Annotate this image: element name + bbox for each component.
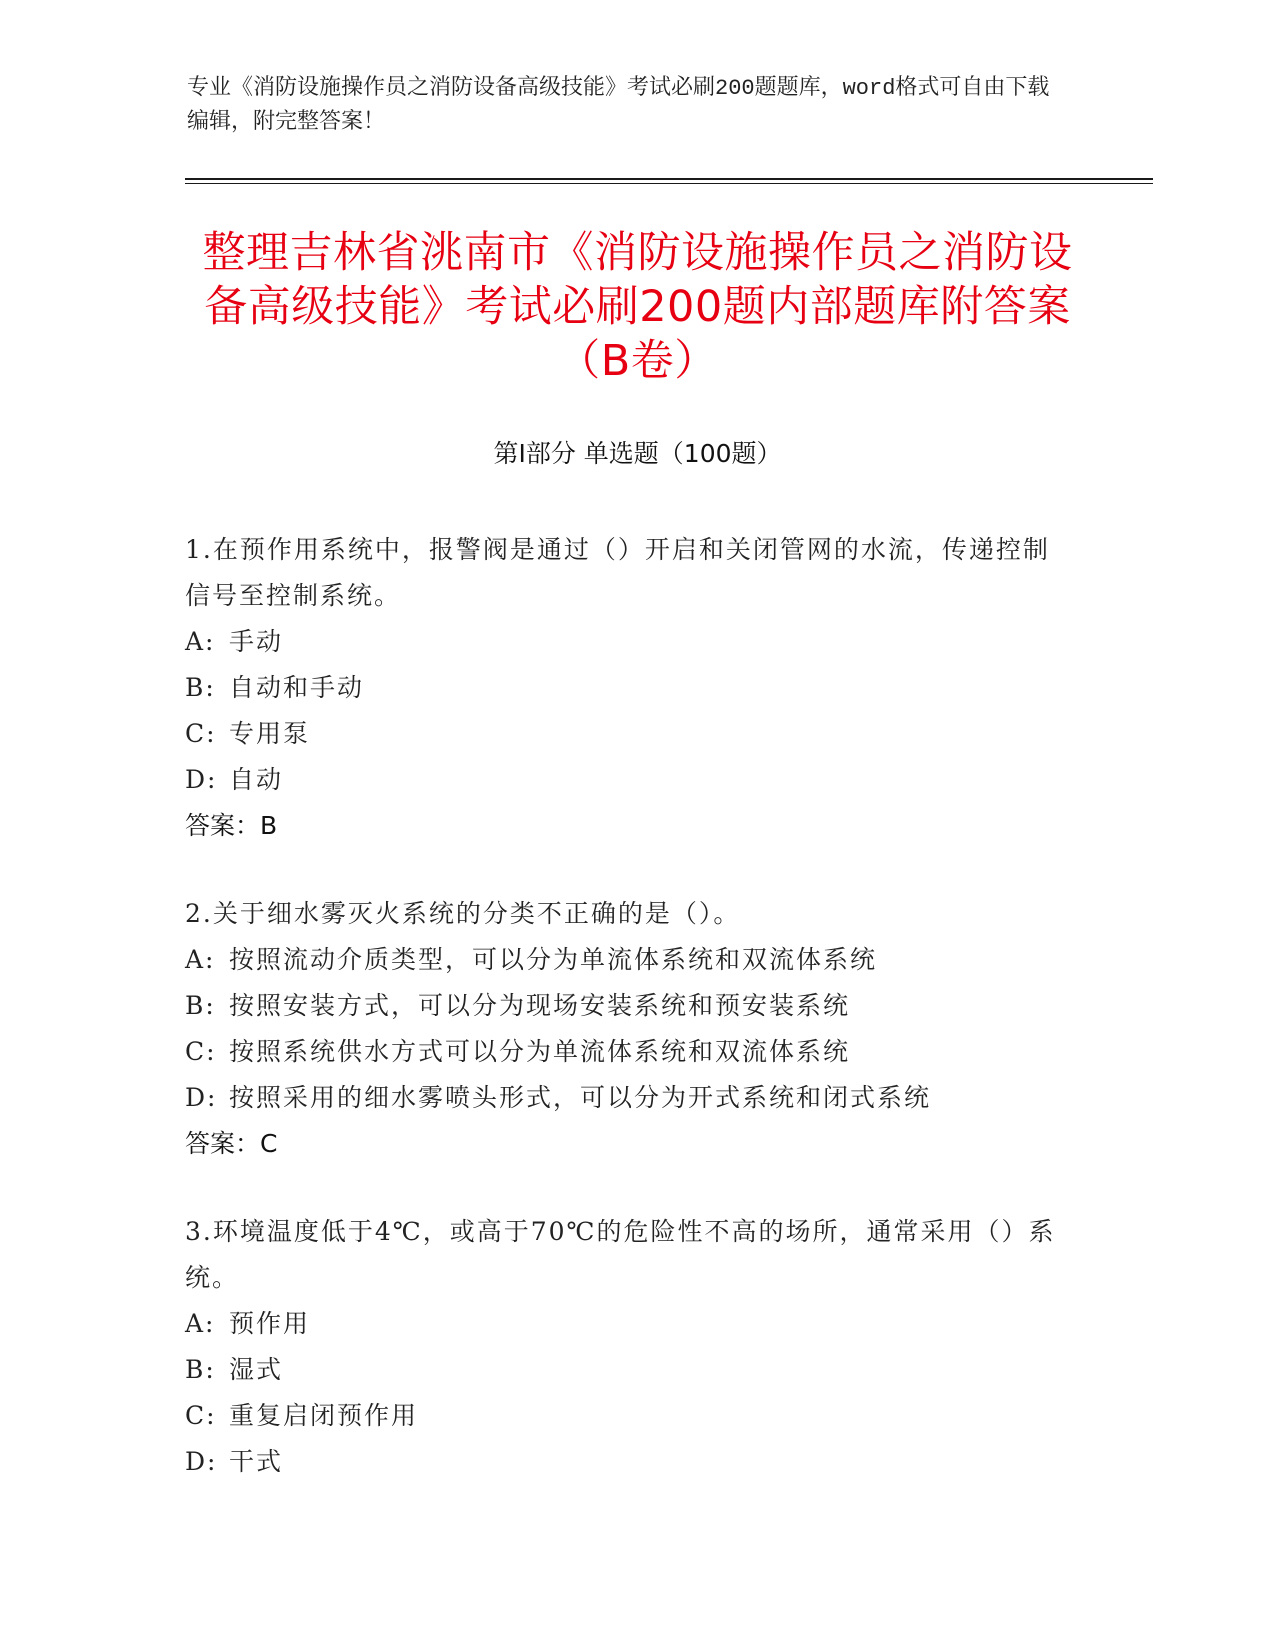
answer: 答案：C: [185, 1129, 278, 1158]
question-3: [185, 1209, 1065, 1485]
question-list: [185, 527, 1065, 1527]
option-text: 预作用: [229, 1309, 311, 1338]
document-title: 整理吉林省洮南市《消防设施操作员之消防设备高级技能》考试必刷200题内部题库附答案（B卷）: [202, 228, 1073, 386]
option-text: 手动: [229, 627, 284, 656]
option-c: [185, 711, 1065, 757]
option-text: 按照安装方式，可以分为现场安装系统和预安装系统: [229, 991, 851, 1020]
option-text: 按照系统供水方式可以分为单流体系统和双流体系统: [229, 1037, 851, 1066]
option-key: A:: [185, 1309, 216, 1338]
option-key: B:: [185, 1355, 216, 1384]
header-divider: [185, 178, 1153, 180]
option-text: 专用泵: [229, 719, 311, 748]
section-title: 第Ⅰ部分 单选题（100题）: [493, 439, 782, 468]
option-b: [185, 1347, 1065, 1393]
option-text: 按照流动介质类型，可以分为单流体系统和双流体系统: [229, 945, 878, 974]
question-stem: 3.环境温度低于4℃，或高于70℃的危险性不高的场所，通常采用（）系统。: [185, 1217, 1056, 1292]
option-key: B:: [185, 673, 216, 702]
option-text: 干式: [229, 1447, 284, 1476]
option-key: C:: [185, 1037, 217, 1066]
question-1: [185, 527, 1065, 849]
option-d: [185, 1075, 1065, 1121]
option-a: [185, 937, 1065, 983]
option-a: [185, 1301, 1065, 1347]
option-text: 自动: [229, 765, 284, 794]
option-key: B:: [185, 991, 216, 1020]
header-note: 专业《消防设施操作员之消防设备高级技能》考试必刷200题题库，word格式可自由下载编辑，附完整答案！: [187, 76, 1050, 135]
option-text: 自动和手动: [229, 673, 365, 702]
option-b: [185, 665, 1065, 711]
option-key: D:: [185, 1447, 218, 1476]
answer: 答案：B: [185, 811, 278, 840]
option-text: 重复启闭预作用: [229, 1401, 419, 1430]
option-key: C:: [185, 719, 217, 748]
header-divider-thin: [185, 183, 1153, 184]
option-key: A:: [185, 627, 216, 656]
option-c: [185, 1029, 1065, 1075]
option-d: [185, 1439, 1065, 1485]
option-key: A:: [185, 945, 216, 974]
option-key: D:: [185, 1083, 218, 1112]
option-key: C:: [185, 1401, 217, 1430]
option-key: D:: [185, 765, 218, 794]
option-b: [185, 983, 1065, 1029]
option-c: [185, 1393, 1065, 1439]
question-stem: 1.在预作用系统中，报警阀是通过（）开启和关闭管网的水流，传递控制信号至控制系统。: [185, 535, 1050, 610]
question-2: [185, 891, 1065, 1167]
option-text: 湿式: [229, 1355, 284, 1384]
option-text: 按照采用的细水雾喷头形式，可以分为开式系统和闭式系统: [229, 1083, 932, 1112]
question-stem: 2.关于细水雾灭火系统的分类不正确的是（）。: [185, 899, 741, 928]
option-a: [185, 619, 1065, 665]
option-d: [185, 757, 1065, 803]
